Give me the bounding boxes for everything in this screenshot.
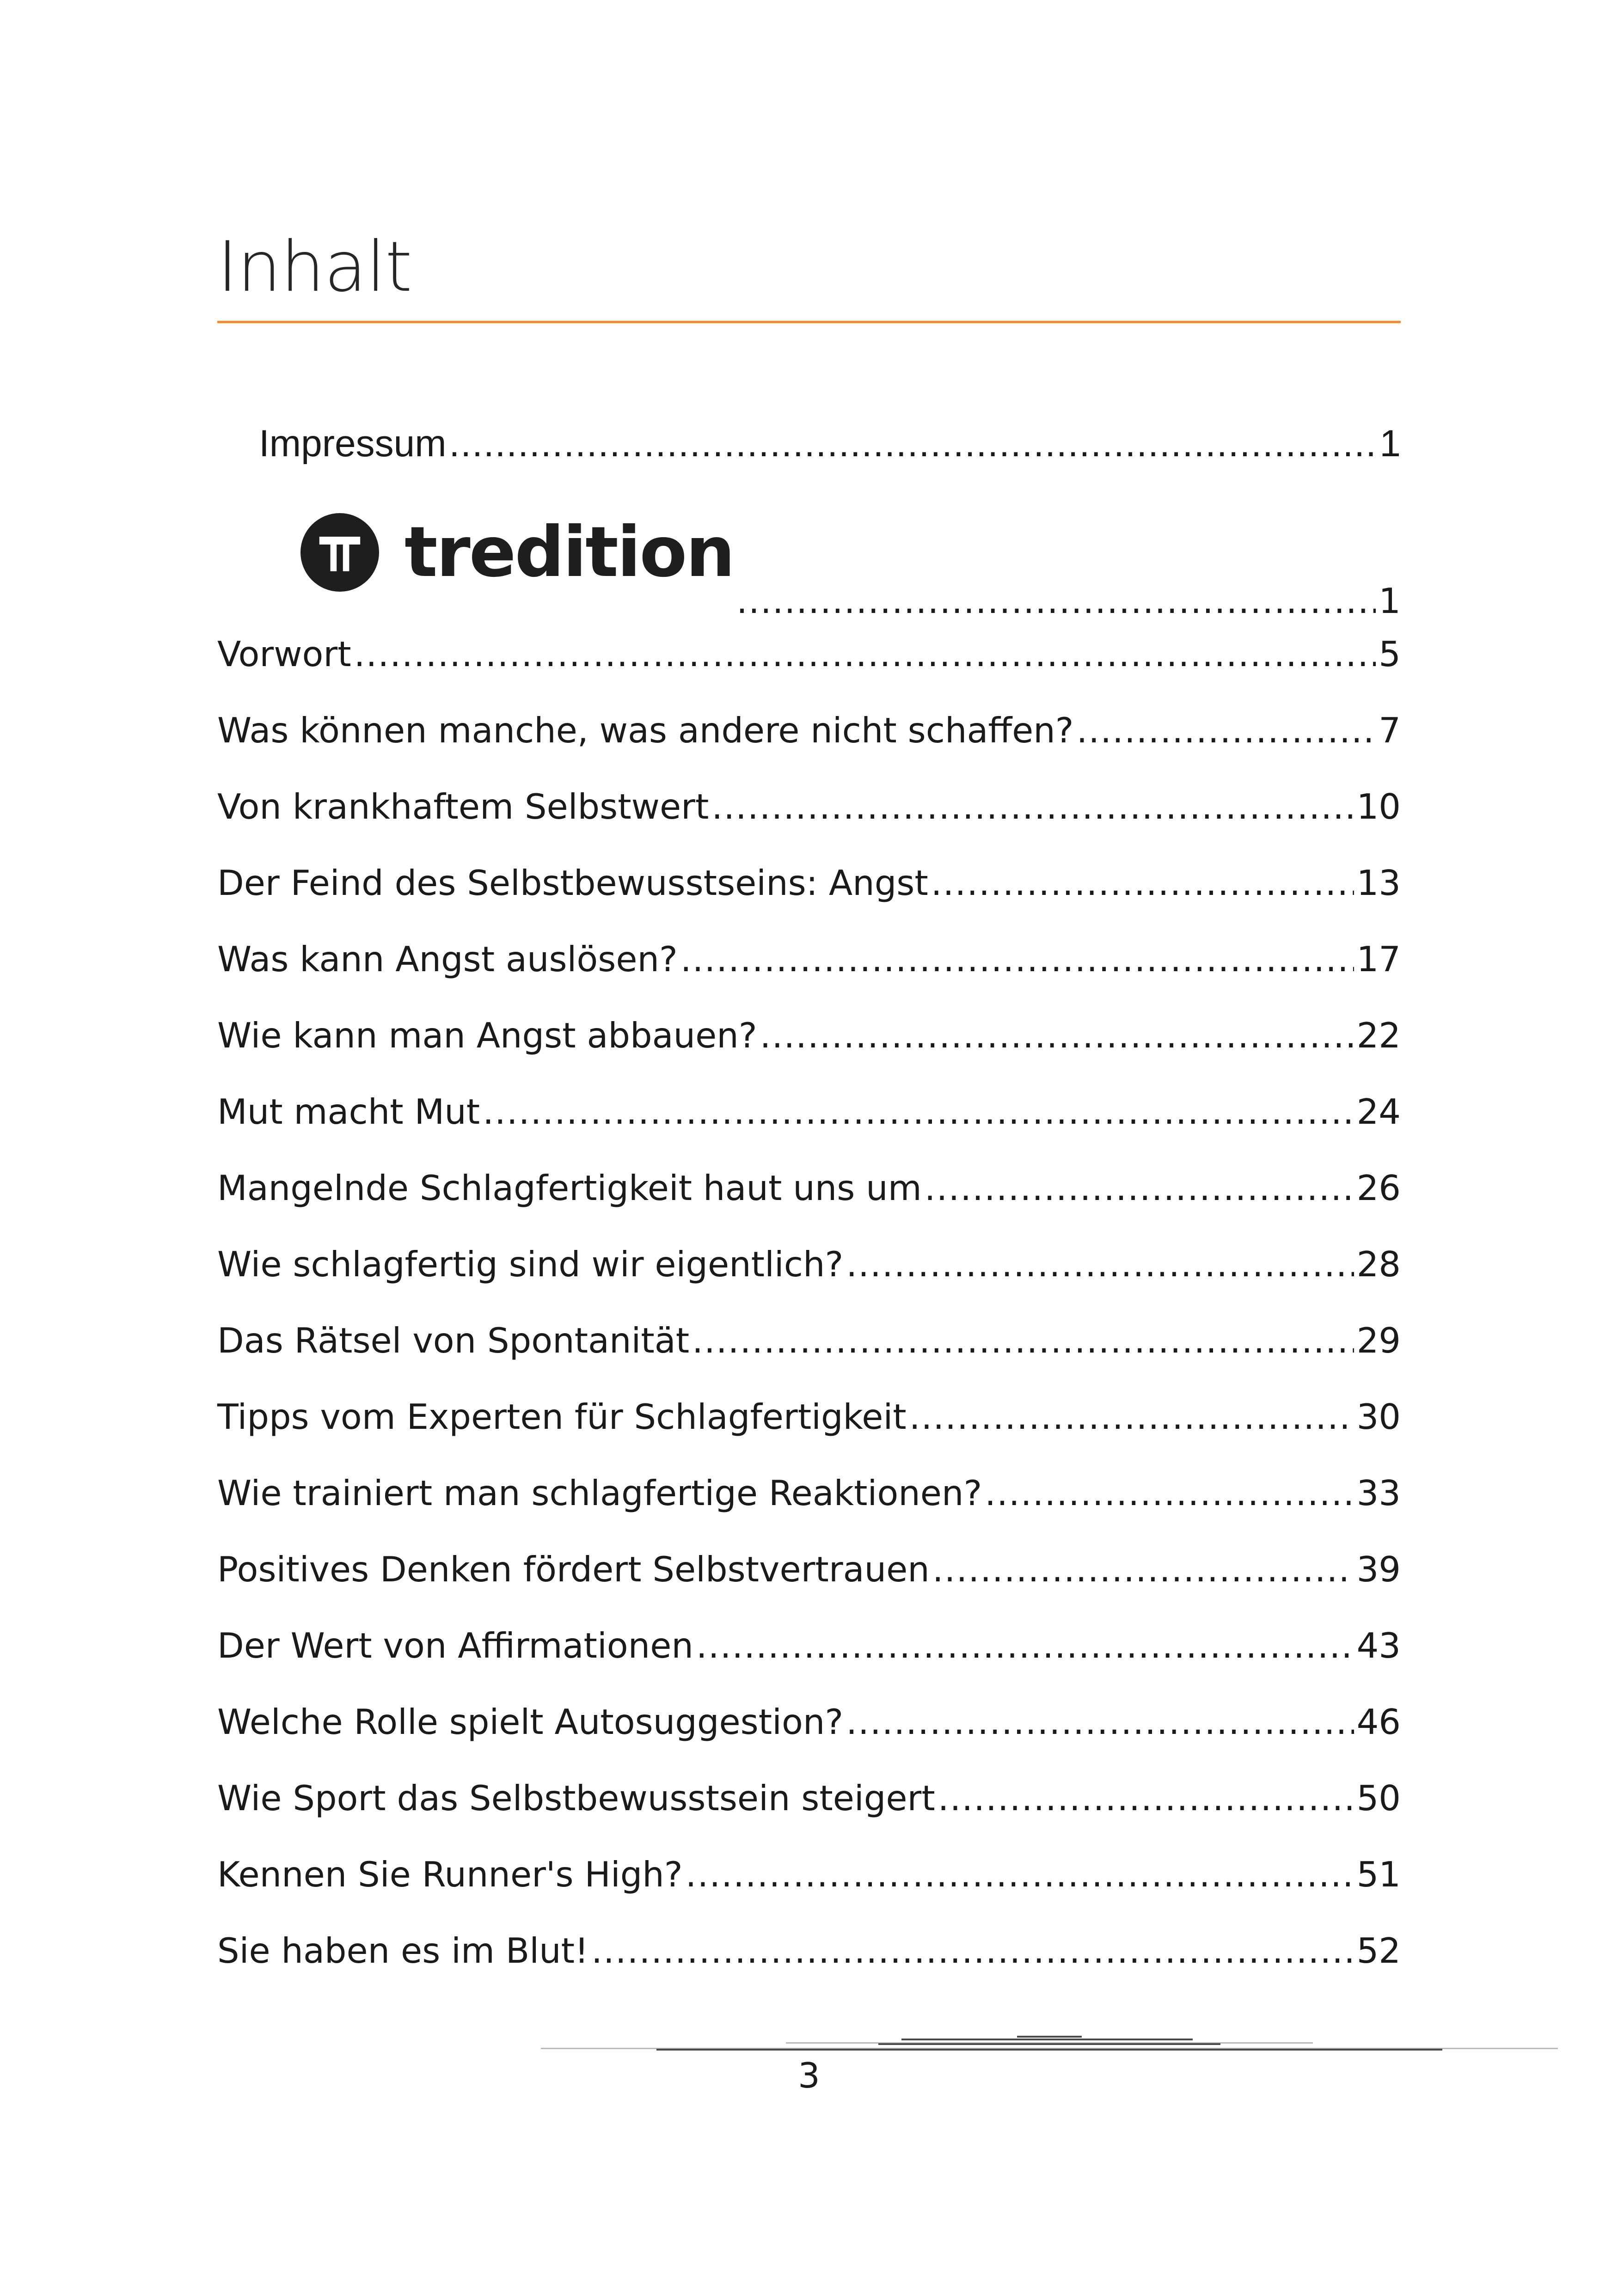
toc-entry[interactable] <box>217 1160 1401 1211</box>
toc-entry-page: 24 <box>1356 1091 1401 1132</box>
toc-entry-page: 51 <box>1356 1854 1401 1895</box>
toc-entry-label: Kennen Sie Runner's High? <box>217 1854 683 1895</box>
dot-leader <box>736 578 1376 624</box>
toc-entry-page: 52 <box>1356 1930 1401 1971</box>
dot-leader <box>692 1317 1354 1364</box>
dot-leader <box>680 936 1354 982</box>
dot-leader <box>909 1394 1354 1440</box>
toc-entry[interactable] <box>217 779 1401 830</box>
toc-entry-label: Das Rätsel von Spontanität <box>217 1320 690 1361</box>
toc-entry[interactable] <box>217 1542 1401 1592</box>
dot-leader <box>760 1012 1354 1059</box>
toc-entry-page: 17 <box>1356 939 1401 980</box>
toc-entry-label: Von krankhaftem Selbstwert <box>217 786 709 827</box>
toc-entry-label: Der Feind des Selbstbewusstseins: Angst <box>217 863 928 903</box>
title-underline <box>217 321 1401 323</box>
toc-entry[interactable] <box>217 1237 1401 1287</box>
toc-entry-label: Was können manche, was andere nicht schaffen? <box>217 710 1074 751</box>
dot-leader <box>925 1165 1354 1211</box>
dot-leader <box>686 1851 1354 1898</box>
toc-entry-label: Mangelnde Schlagfertigkeit haut uns um <box>217 1168 922 1208</box>
toc-entry-page: 7 <box>1379 710 1401 751</box>
dot-leader <box>846 1699 1354 1745</box>
toc-entry-page: 29 <box>1356 1320 1401 1361</box>
toc-entry-page: 1 <box>1379 422 1401 465</box>
toc-entry[interactable] <box>217 1008 1401 1059</box>
page-number: 3 <box>798 2055 820 2096</box>
toc-entry[interactable] <box>217 1770 1401 1821</box>
toc-entry-label: Was kann Angst auslösen? <box>217 939 678 980</box>
logo-wordmark: tredition <box>404 512 734 593</box>
toc-entry[interactable] <box>217 1389 1401 1440</box>
toc-entry[interactable] <box>217 703 1401 753</box>
toc-entry[interactable] <box>217 855 1401 906</box>
page-title: Inhalt <box>217 227 412 307</box>
toc-entry-page: 39 <box>1356 1549 1401 1590</box>
dot-leader <box>938 1775 1354 1821</box>
toc-entry[interactable] <box>217 1923 1401 1974</box>
toc-entry[interactable] <box>217 931 1401 982</box>
dot-leader <box>354 631 1376 677</box>
dot-leader <box>931 860 1354 906</box>
toc-entry-label: Wie kann man Angst abbauen? <box>217 1015 757 1056</box>
toc-entry-label: Welche Rolle spielt Autosuggestion? <box>217 1702 844 1742</box>
toc-entry-label: Tipps vom Experten für Schlagfertigkeit <box>217 1396 907 1437</box>
toc-entry-label: Sie haben es im Blut! <box>217 1930 589 1971</box>
toc-entry-tredition[interactable] <box>300 504 1401 624</box>
dot-leader <box>711 784 1354 830</box>
toc-entry-label: Wie trainiert man schlagfertige Reaktionen? <box>217 1473 982 1513</box>
dot-leader <box>483 1089 1354 1135</box>
toc-entry-page: 5 <box>1379 634 1401 674</box>
dot-leader <box>591 1928 1354 1974</box>
dot-leader <box>449 421 1377 467</box>
toc-entry[interactable] <box>217 1847 1401 1898</box>
toc-entry-label: Wie schlagfertig sind wir eigentlich? <box>217 1244 844 1285</box>
toc-entry-page: 28 <box>1356 1244 1401 1285</box>
toc-entry-page: 46 <box>1356 1702 1401 1742</box>
toc-entry-page: 43 <box>1356 1625 1401 1666</box>
toc-entry-page: 1 <box>1379 581 1401 621</box>
toc-entry-label: Positives Denken fördert Selbstvertrauen <box>217 1549 930 1590</box>
toc-entry-label: Vorwort <box>217 634 351 674</box>
tredition-logo <box>300 508 734 596</box>
toc-entry-label: Der Wert von Affirmationen <box>217 1625 693 1666</box>
toc-entry-page: 13 <box>1356 863 1401 903</box>
tredition-logo-icon <box>300 513 379 592</box>
toc-entry-impressum[interactable] <box>259 416 1401 467</box>
footer-rule <box>1017 2036 1082 2038</box>
dot-leader <box>932 1546 1354 1592</box>
footer-rule <box>901 2039 1193 2040</box>
toc-entry-page: 30 <box>1356 1396 1401 1437</box>
toc-entry[interactable] <box>217 626 1401 677</box>
footer-rule <box>656 2049 1442 2051</box>
toc-entry[interactable] <box>217 1618 1401 1669</box>
toc-entry-label: Impressum <box>259 422 447 465</box>
toc-entry-label: Mut macht Mut <box>217 1091 480 1132</box>
dot-leader <box>846 1241 1354 1287</box>
toc-entry-page: 22 <box>1356 1015 1401 1056</box>
dot-leader <box>985 1470 1354 1516</box>
toc-entry[interactable] <box>217 1313 1401 1364</box>
toc-entry-page: 10 <box>1356 786 1401 827</box>
dot-leader <box>1077 707 1376 753</box>
toc-entry-label: Wie Sport das Selbstbewusstsein steigert <box>217 1778 935 1818</box>
toc-entry-page: 50 <box>1356 1778 1401 1818</box>
toc-entry[interactable] <box>217 1465 1401 1516</box>
footer-rule <box>878 2043 1220 2045</box>
toc-entry[interactable] <box>217 1084 1401 1135</box>
toc-entry-page: 26 <box>1356 1168 1401 1208</box>
dot-leader <box>696 1623 1354 1669</box>
toc-entry-page: 33 <box>1356 1473 1401 1513</box>
toc-entry[interactable] <box>217 1694 1401 1745</box>
